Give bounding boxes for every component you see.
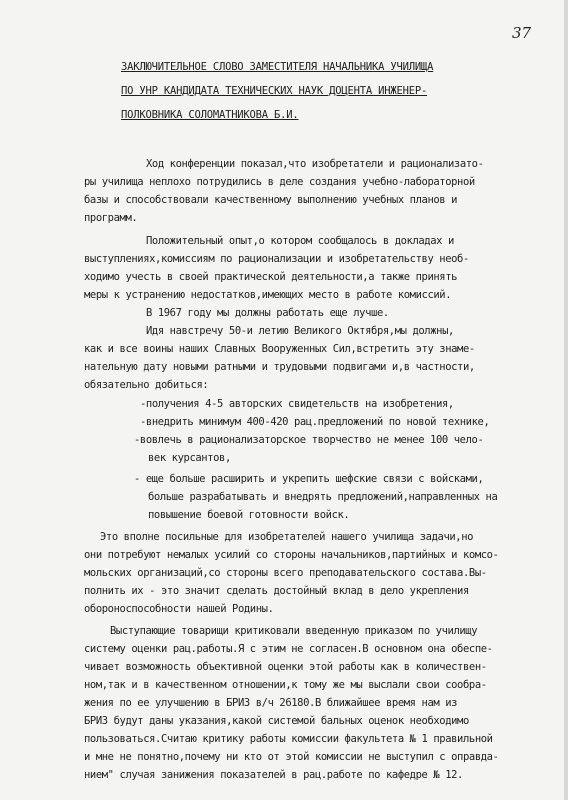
body-line: нательную дату новыми ратными и трудовыми подвигами и,в частности, [84,361,475,373]
list-item: -внедрить минимум 400-420 рац.предложений по новой технике, [140,416,490,428]
document-title [121,55,541,127]
body-line: как и все воины наших Славных Вооруженных Сил,встретить эту знаме- [84,343,475,355]
page-edge-shadow [564,0,568,800]
body-line: ходимо учесть в своей практической деятельности,а также принять [84,271,458,283]
body-line: программ. [84,212,138,224]
body-line: Выступающие товарищи критиковали введенную приказом по училищу [110,625,478,637]
body-line: ном,так и в качественном отношении,к тому же мы выслали свои сообра- [84,679,487,691]
body-line: обороноспособности нашей Родины. [84,603,274,615]
page-number: 37 [512,24,532,42]
body-line: Это вполне посильные для изобретателей нашего училища задачи,но [100,531,474,543]
list-item: -получения 4-5 авторских свидетельств на изобретения, [140,398,454,410]
body-line: жения по ее улучшению в БРИЗ в/ч 26180.В ближайшее время нам из [84,697,458,709]
body-line: и мне не понятно,почему ни кто от этой комиссии не выступил с оправда- [84,751,499,763]
body-line: Положительный опыт,о котором сообщалось в докладах и [146,235,454,247]
title-line: ПО УНР КАНДИДАТА ТЕХНИЧЕСКИХ НАУК ДОЦЕНТА ИНЖЕНЕР- [121,85,428,97]
title-line: ЗАКЛЮЧИТЕЛЬНОЕ СЛОВО ЗАМЕСТИТЕЛЯ НАЧАЛЬНИКА УЧИЛИЩА [121,61,434,73]
title-line: ПОЛКОВНИКА СОЛОМАТНИКОВА Б.И. [121,109,299,121]
body-line: мольских организаций,со стороны всего преподавательского состава.Вы- [84,567,487,579]
body-line: базы и способствовали качественному выполнению учебных планов и [84,194,458,206]
body-line: меры к устранению недостатков,имеющих место в работе комиссий. [84,289,452,301]
list-item: -вовлечь в рационализаторское творчество не менее 100 чело- [134,434,484,446]
body-line: обязательно добиться: [84,379,209,391]
body-line: ры училища неплохо потрудились в деле создания учебно-лабораторной [84,176,475,188]
list-item-continuation: повышение боевой готовности войск. [148,509,350,521]
body-line: пользоваться.Считаю критику работы комиссии факультета № 1 правильной [84,733,493,745]
body-line: В 1967 году мы должны работать еще лучше. [146,307,389,319]
list-item-continuation: век курсантов, [148,452,231,464]
body-line: Идя навстречу 50-и летию Великого Октября,мы должны, [146,325,454,337]
body-line: выступлениях,комиссиям по рационализации и изобретательству необ- [84,253,469,265]
list-item: - еще больше расширить и укрепить шефские связи с войсками, [134,473,484,485]
body-line: БРИЗ будут даны указания,какой системой бальных оценок необходимо [84,715,469,727]
list-item-continuation: больше разрабатывать и внедрять предложений,направленных на [148,491,498,503]
body-line: полнить их - это значит сделать достойный вклад в дело укрепления [84,585,469,597]
body-line: Ход конференции показал,что изобретатели и рационализато- [146,158,484,170]
body-line: систему оценки рац.работы.Я с этим не согласен.В основном она обеспе- [84,643,493,655]
body-line: они потребуют немалых усилий со стороны начальников,партийных и комсо- [84,549,499,561]
body-line: нием" случая занижения показателей в рац.работе по кафедре № 12. [84,769,463,781]
body-line: чивает возможность объективной оценки этой работы как в количествен- [84,661,487,673]
